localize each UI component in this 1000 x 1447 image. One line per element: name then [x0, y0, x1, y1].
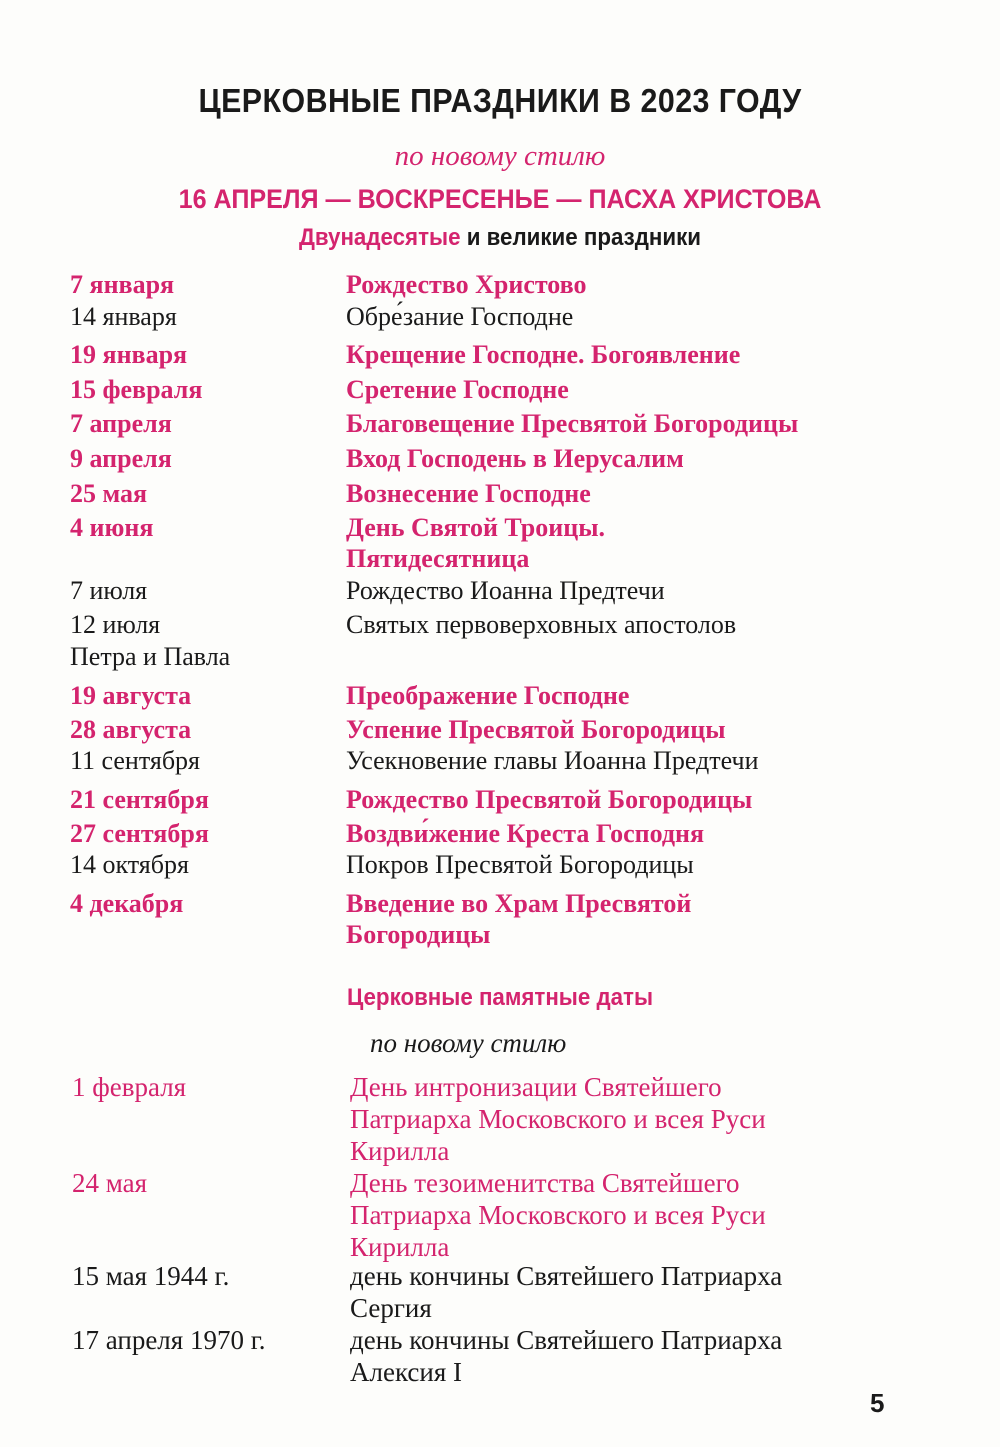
memo-name: Патриарха Московского и всея Руси: [350, 1104, 766, 1134]
feasts-heading-rest: и великие праздники: [466, 224, 702, 251]
feast-name: Преображение Господне: [346, 681, 630, 710]
feast-name: Благовещение Пресвятой Богородицы: [346, 409, 799, 438]
feast-date: 11 сентября: [70, 746, 201, 775]
feast-name: Пятидесятница: [346, 544, 530, 573]
feast-date: 27 сентября: [70, 819, 209, 848]
feast-name: Рождество Христово: [346, 270, 587, 299]
memo-date: 15 мая 1944 г.: [72, 1261, 230, 1291]
feast-name: Сретение Господне: [346, 375, 569, 404]
feast-date: 25 мая: [70, 479, 148, 508]
feast-date: 15 февраля: [70, 375, 203, 404]
memo-name: Сергия: [350, 1293, 432, 1323]
feast-date: Петра и Павла: [70, 642, 231, 671]
memo-heading: Церковные памятные даты: [346, 984, 654, 1011]
feast-name: Вход Господень в Иерусалим: [346, 444, 684, 473]
page-number: 5: [870, 1388, 885, 1418]
feast-name: Рождество Пресвятой Богородицы: [346, 785, 753, 814]
feast-date: 14 января: [70, 302, 177, 331]
feast-date: 7 апреля: [70, 409, 172, 438]
feasts-heading-pink: Двунадесятые: [298, 224, 461, 251]
feast-name: Рождество Иоанна Предтечи: [346, 576, 665, 605]
feast-date: 12 июля: [70, 610, 161, 639]
subtitle: по новому стилю: [394, 140, 606, 172]
feast-name: День Святой Троицы.: [346, 513, 605, 542]
memo-name: день кончины Святейшего Патриарха: [350, 1261, 783, 1291]
easter-date: 16 АПРЕЛЯ — ВОСКРЕСЕНЬЕ — ПАСХА ХРИСТОВА: [178, 184, 822, 214]
memo-name: Кирилла: [350, 1136, 450, 1166]
feast-date: 19 августа: [70, 681, 192, 710]
feast-name: Крещение Господне. Богоявление: [346, 340, 741, 369]
memo-name: День интронизации Святейшего: [350, 1072, 722, 1102]
memo-name: Алексия I: [350, 1357, 462, 1387]
feast-name: Святых первоверховных апостолов: [346, 610, 737, 639]
feast-date: 9 апреля: [70, 444, 172, 473]
page-title: ЦЕРКОВНЫЕ ПРАЗДНИКИ В 2023 ГОДУ: [198, 82, 802, 119]
feast-name: Усекновение главы Иоанна Предтечи: [346, 746, 759, 775]
feast-date: 19 января: [70, 340, 188, 369]
feasts-heading: [35, 224, 965, 252]
memo-date: 17 апреля 1970 г.: [72, 1325, 266, 1355]
feast-name: Воздви́жение Креста Господня: [346, 819, 705, 848]
memo-name: Кирилла: [350, 1232, 450, 1262]
feast-name: Успение Пресвятой Богородицы: [346, 715, 726, 744]
feast-date: 7 июля: [70, 576, 148, 605]
memo-name: День тезоименитства Святейшего: [350, 1168, 740, 1198]
memo-date: 24 мая: [72, 1168, 148, 1198]
feast-date: 4 декабря: [70, 889, 184, 918]
feast-date: 14 октября: [70, 850, 189, 879]
memo-name: день кончины Святейшего Патриарха: [350, 1325, 783, 1355]
feast-name: Покров Пресвятой Богородицы: [346, 850, 694, 879]
memo-subtitle: по новому стилю: [370, 1028, 567, 1058]
feast-name: Богородицы: [346, 920, 491, 949]
feast-date: 7 января: [70, 270, 175, 299]
feast-date: 28 августа: [70, 715, 192, 744]
memo-name: Патриарха Московского и всея Руси: [350, 1200, 766, 1230]
feast-name: Введение во Храм Пресвятой: [346, 889, 692, 918]
feast-date: 21 сентября: [70, 785, 209, 814]
memo-date: 1 февраля: [72, 1072, 187, 1102]
feast-name: Обре́зание Господне: [346, 302, 574, 331]
feast-name: Вознесение Господне: [346, 479, 591, 508]
feast-date: 4 июня: [70, 513, 154, 542]
